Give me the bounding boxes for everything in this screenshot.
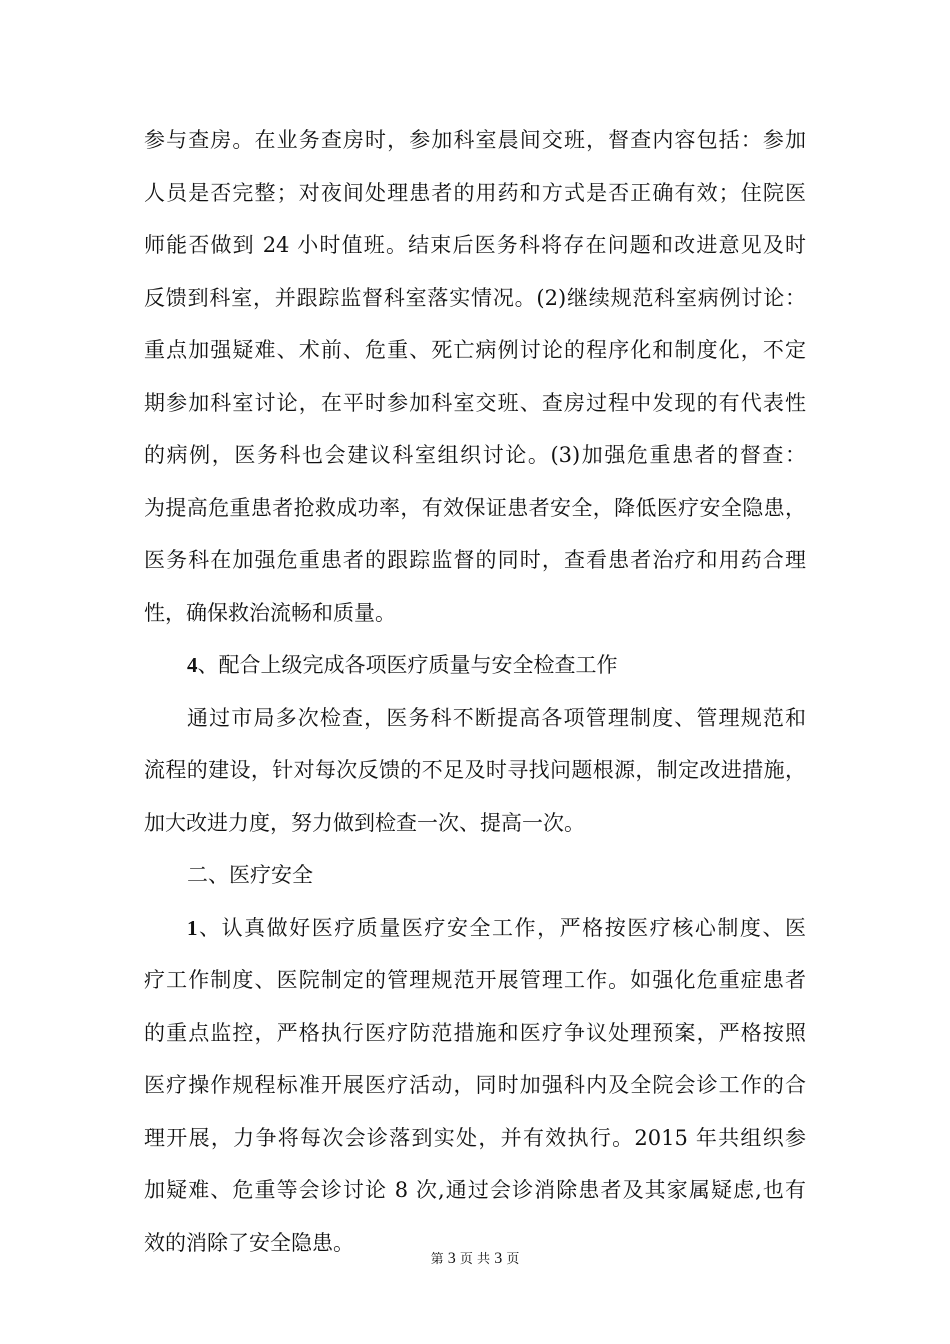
text-line: 反馈到科室，并跟踪监督科室落实情况。(2)继续规范科室病例讨论： [144,285,806,310]
section-heading: 二、医疗安全 [187,863,313,887]
item-text: 、认真做好医疗质量医疗安全工作，严格按医疗核心制度、医 [197,915,806,940]
text-line: 医疗操作规程标准开展医疗活动，同时加强科内及全院会诊工作的合 [144,1073,806,1097]
text-line: 人员是否完整；对夜间处理患者的用药和方式是否正确有效；住院医 [144,180,806,205]
text-line: 的病例，医务科也会建议科室组织讨论。(3)加强危重患者的督查： [144,443,806,467]
text-line: 效的消除了安全隐患。 [144,1230,354,1255]
list-item-1 [144,902,806,955]
footer-prefix: 第 [430,1252,444,1267]
text-line: 加疑难、危重等会诊讨论 8 次,通过会诊消除患者及其家属疑虑,也有 [144,1178,806,1202]
footer-total-pages: 3 [494,1250,503,1267]
heading-number: 4 [187,653,198,677]
heading-text: 、配合上级完成各项医疗质量与安全检查工作 [197,653,618,677]
text-line: 为提高危重患者抢救成功率，有效保证患者安全，降低医疗安全隐患， [144,495,806,520]
footer-suffix: 页 [506,1252,520,1267]
text-line: 加大改进力度，努力做到检查一次、提高一次。 [144,810,585,835]
page-footer [0,1248,950,1268]
text-line: 医务科在加强危重患者的跟踪监督的同时，查看患者治疗和用药合理 [144,548,806,572]
text-line: 性，确保救治流畅和质量。 [144,600,396,625]
text-line: 的重点监控，严格执行医疗防范措施和医疗争议处理预案，严格按照 [144,1020,806,1045]
text-line: 师能否做到 24 小时值班。结束后医务科将存在问题和改进意见及时 [144,233,806,257]
footer-middle: 页 共 [459,1252,491,1267]
text-line: 重点加强疑难、术前、危重、死亡病例讨论的程序化和制度化，不定 [144,338,806,362]
text-line: 疗工作制度、医院制定的管理规范开展管理工作。如强化危重症患者 [144,968,806,992]
text-line: 通过市局多次检查，医务科不断提高各项管理制度、管理规范和 [187,705,806,730]
text-line: 流程的建设，针对每次反馈的不足及时寻找问题根源，制定改进措施， [144,758,806,782]
text-line: 参与查房。在业务查房时，参加科室晨间交班，督查内容包括：参加 [144,128,806,152]
text-line: 理开展，力争将每次会诊落到实处，并有效执行。2015 年共组织参 [144,1125,806,1150]
document-body [144,114,806,1269]
text-line: 期参加科室讨论，在平时参加科室交班、查房过程中发现的有代表性 [144,390,806,415]
footer-page-number: 3 [447,1250,456,1267]
item-number: 1 [187,915,198,940]
section-heading-4 [144,639,806,692]
